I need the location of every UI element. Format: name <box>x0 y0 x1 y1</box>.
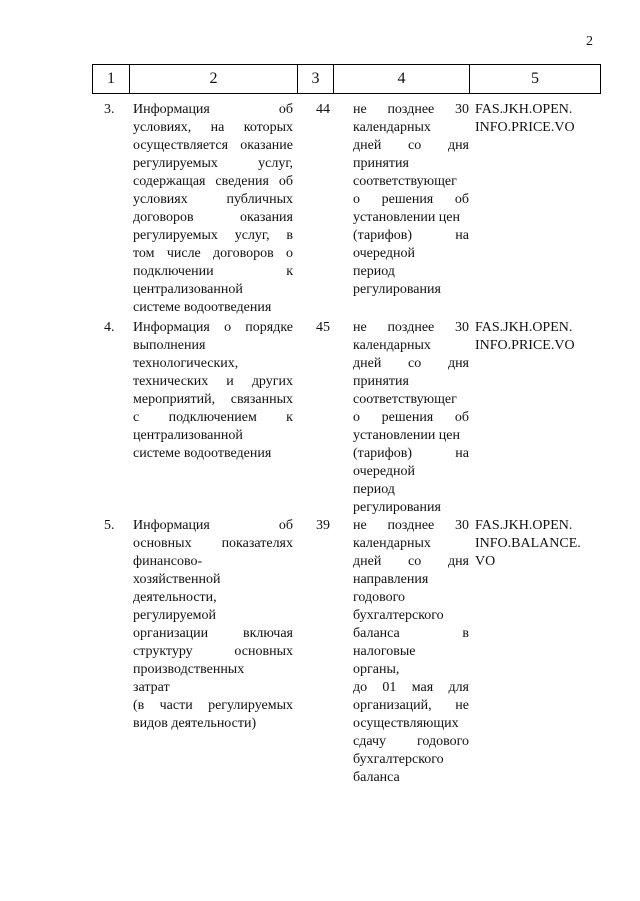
info-line: условиях, на которых <box>133 120 293 135</box>
term-line: организаций, не <box>353 698 469 713</box>
info-line: содержащая сведения об <box>133 174 293 189</box>
term-cell <box>353 319 469 517</box>
header-col-2: 2 <box>130 65 298 94</box>
term-line: регулирования <box>353 282 441 297</box>
service-code-line: INFO.PRICE.VO <box>475 338 575 353</box>
page-number: 2 <box>586 34 593 49</box>
header-col-5: 5 <box>470 65 601 94</box>
term-line: принятия <box>353 156 409 171</box>
term-cell <box>353 517 469 787</box>
info-line: видов деятельности) <box>133 716 257 731</box>
info-line: затрат <box>133 680 170 695</box>
row-number: 3. <box>104 102 115 117</box>
info-line: осуществляется оказание <box>133 138 293 153</box>
service-code-cell <box>475 319 600 355</box>
term-line: соответствующег <box>353 174 457 189</box>
term-line: (тарифов) на <box>353 228 469 243</box>
term-line: сдачу годового <box>353 734 469 749</box>
info-line: с подключением к <box>133 410 293 425</box>
info-line: системе водоотведения <box>133 446 272 461</box>
info-cell <box>133 319 293 463</box>
info-line: финансово- <box>133 554 203 569</box>
term-line: до 01 мая для <box>353 680 469 695</box>
row-number: 4. <box>104 320 115 335</box>
info-line: том числе договоров о <box>133 246 293 261</box>
term-line: календарных <box>353 120 431 135</box>
info-line: структуру основных <box>133 644 293 659</box>
term-line: не позднее 30 <box>353 518 469 533</box>
term-line: не позднее 30 <box>353 102 469 117</box>
term-line: очередной <box>353 246 416 261</box>
term-line: направления <box>353 572 429 587</box>
term-cell <box>353 101 469 299</box>
term-line: регулирования <box>353 500 441 515</box>
term-line: период <box>353 264 395 279</box>
service-code-line: FAS.JKH.OPEN. <box>475 518 573 533</box>
info-line: Информация об <box>133 518 293 533</box>
term-line: о решения об <box>353 192 469 207</box>
table-header <box>92 64 601 94</box>
term-line: бухгалтерского <box>353 608 444 623</box>
term-line: установлении цен <box>353 210 461 225</box>
form-code: 39 <box>316 518 330 533</box>
form-code: 45 <box>316 320 330 335</box>
info-line: организации включая <box>133 626 293 641</box>
info-cell <box>133 101 293 317</box>
service-code-line: INFO.BALANCE. <box>475 536 581 551</box>
info-line: подключении к <box>133 264 293 279</box>
service-code-cell <box>475 517 600 571</box>
term-line: бухгалтерского <box>353 752 444 767</box>
info-line: регулируемых услуг, в <box>133 228 293 243</box>
term-line: принятия <box>353 374 409 389</box>
row-number: 5. <box>104 518 115 533</box>
service-code-line: VO <box>475 554 496 569</box>
term-line: органы, <box>353 662 400 677</box>
info-line: выполнения <box>133 338 206 353</box>
info-line: мероприятий, связанных <box>133 392 293 407</box>
form-code: 44 <box>316 102 330 117</box>
info-line: централизованной <box>133 428 243 443</box>
info-line: централизованной <box>133 282 243 297</box>
info-line: Информация о порядке <box>133 320 293 335</box>
info-line: технологических, <box>133 356 239 371</box>
info-line: регулируемых услуг, <box>133 156 293 171</box>
info-line: технических и других <box>133 374 293 389</box>
term-line: осуществляющих <box>353 716 459 731</box>
term-line: период <box>353 482 395 497</box>
service-code-line: INFO.PRICE.VO <box>475 120 575 135</box>
info-line: Информация об <box>133 102 293 117</box>
header-col-3: 3 <box>298 65 334 94</box>
term-line: соответствующег <box>353 392 457 407</box>
info-line: основных показателях <box>133 536 293 551</box>
info-line: договоров оказания <box>133 210 293 225</box>
term-line: баланса <box>353 770 400 785</box>
service-code-line: FAS.JKH.OPEN. <box>475 102 573 117</box>
header-col-1: 1 <box>93 65 130 94</box>
info-cell <box>133 517 293 733</box>
term-line: дней со дня <box>353 356 469 371</box>
term-line: календарных <box>353 536 431 551</box>
info-line: хозяйственной <box>133 572 221 587</box>
term-line: дней со дня <box>353 554 469 569</box>
term-line: календарных <box>353 338 431 353</box>
term-line: годового <box>353 590 406 605</box>
header-col-4: 4 <box>334 65 470 94</box>
term-line: очередной <box>353 464 416 479</box>
info-line: условиях публичных <box>133 192 293 207</box>
term-line: установлении цен <box>353 428 461 443</box>
service-code-cell <box>475 101 600 137</box>
term-line: о решения об <box>353 410 469 425</box>
term-line: не позднее 30 <box>353 320 469 335</box>
term-line: налоговые <box>353 644 416 659</box>
term-line: (тарифов) на <box>353 446 469 461</box>
info-line: регулируемой <box>133 608 217 623</box>
info-line: системе водоотведения <box>133 300 272 315</box>
term-line: дней со дня <box>353 138 469 153</box>
info-line: производственных <box>133 662 245 677</box>
service-code-line: FAS.JKH.OPEN. <box>475 320 573 335</box>
info-line: деятельности, <box>133 590 217 605</box>
info-line: (в части регулируемых <box>133 698 293 713</box>
term-line: баланса в <box>353 626 469 641</box>
